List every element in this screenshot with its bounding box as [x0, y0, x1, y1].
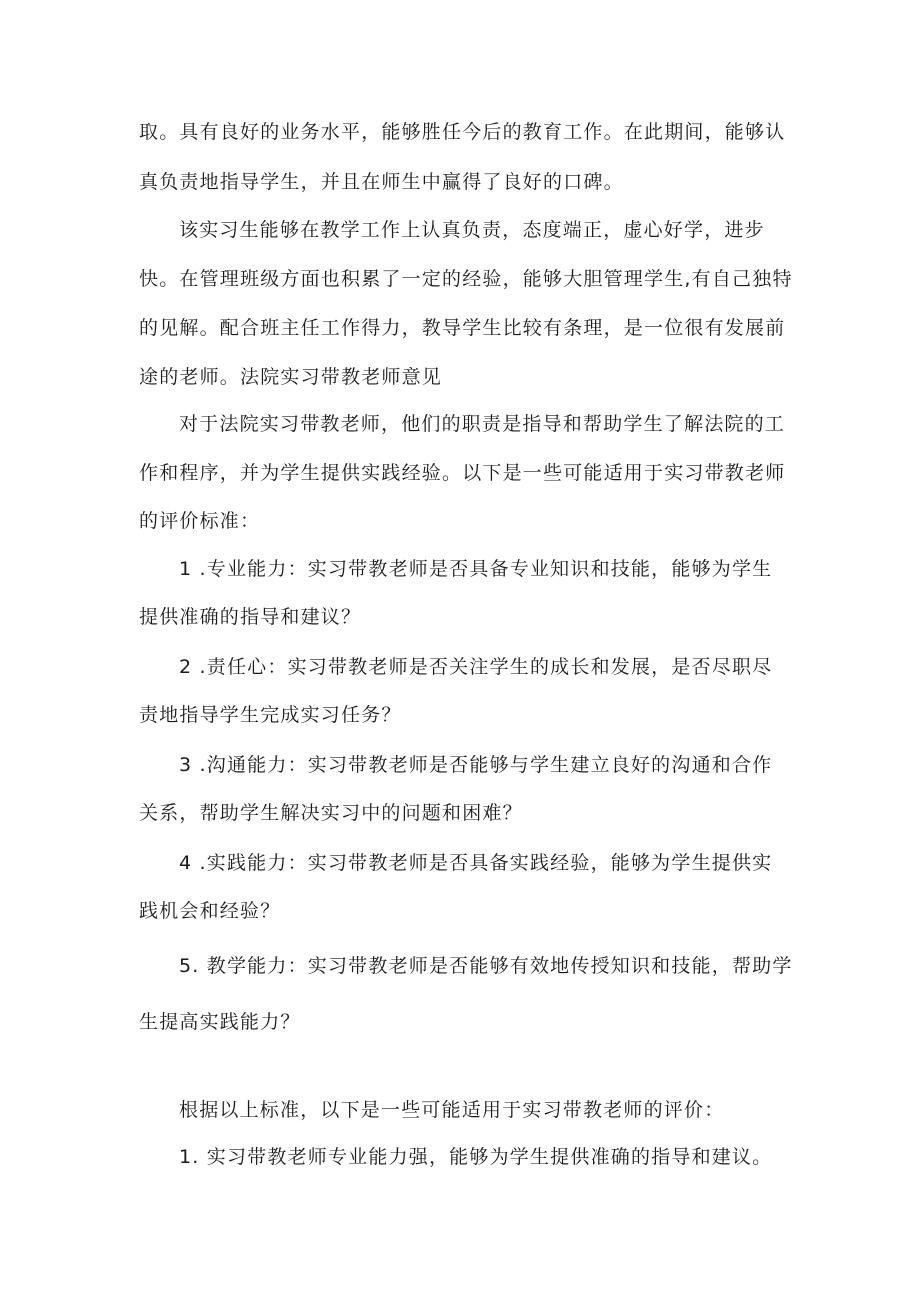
text-line: 5. 教学能力：实习带教老师是否能够有效地传授知识和技能，帮助学 [179, 955, 793, 977]
text-line: 4 .实践能力：实习带教老师是否具备实践经验，能够为学生提供实 [179, 852, 773, 874]
text-line: 的见解。配合班主任工作得力，教导学生比较有条理，是一位很有发展前 [139, 317, 786, 339]
text-line: 该实习生能够在教学工作上认真负责，态度端正，虚心好学，进步 [179, 219, 765, 241]
text-line: 的评价标准： [139, 510, 261, 532]
text-line: 2 .责任心：实习带教老师是否关注学生的成长和发展，是否尽职尽 [179, 656, 773, 678]
text-line: 责地指导学生完成实习任务？ [139, 704, 402, 726]
text-line: 根据以上标准，以下是一些可能适用于实习带教老师的评价： [179, 1099, 725, 1121]
text-line: 生提高实践能力？ [139, 1011, 301, 1033]
text-line: 践机会和经验？ [139, 900, 281, 922]
text-line: 1 .专业能力：实习带教老师是否具备专业知识和技能，能够为学生 [179, 558, 773, 580]
text-line: 3 .沟通能力：实习带教老师是否能够与学生建立良好的沟通和合作 [179, 754, 773, 776]
text-line: 快。在管理班级方面也积累了一定的经验，能够大胆管理学生,有自己独特 [139, 268, 793, 290]
text-line: 取。具有良好的业务水平，能够胜任今后的教育工作。在此期间，能够认 [139, 121, 786, 143]
text-line: 对于法院实习带教老师，他们的职责是指导和帮助学生了解法院的工 [179, 413, 786, 435]
text-line: 途的老师。法院实习带教老师意见 [139, 366, 443, 388]
text-line: 提供准确的指导和建议？ [139, 606, 362, 628]
text-line: 关系，帮助学生解决实习中的问题和困难？ [139, 802, 523, 824]
text-line: 作和程序，并为学生提供实践经验。以下是一些可能适用于实习带教老师 [139, 462, 786, 484]
text-line: 真负责地指导学生，并且在师生中赢得了良好的口碑。 [139, 171, 624, 193]
list-item: 1. 实习带教老师专业能力强，能够为学生提供准确的指导和建议。 [179, 1146, 773, 1168]
